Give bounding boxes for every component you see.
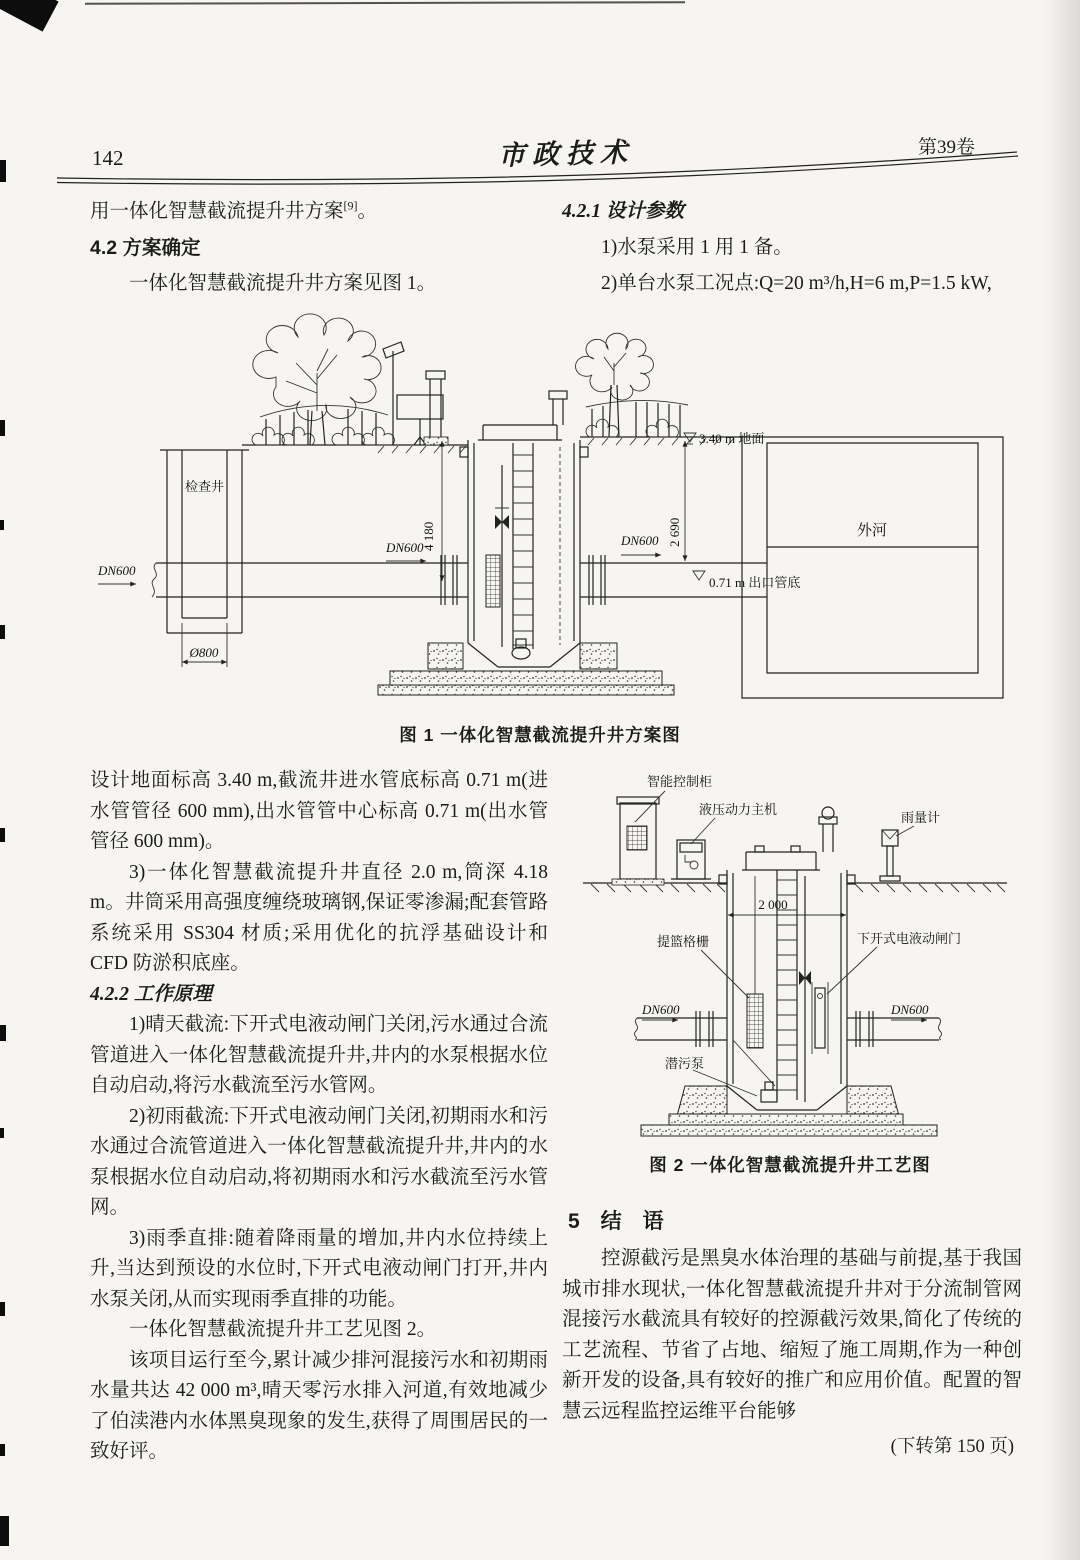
heading-5: 5 结 语 — [568, 1210, 664, 1233]
dn600-left-label: DN600 — [642, 1002, 680, 1017]
list-item: 2)单台水泵工况点:Q=20 m³/h,H=6 m,P=1.5 kW, — [601, 273, 992, 294]
pillar — [424, 371, 448, 445]
scan-edge-shading — [1044, 0, 1080, 1560]
scan-artifact — [0, 625, 5, 639]
paragraph: 该项目运行至今,累计减少排河混接污水和初期雨水量共达 42 000 m³,晴天零污水排入河道,有效地减少了伯渎港内水体黑臭现象的发生,获得了周围居民的一致好评。 — [90, 1349, 548, 1462]
dn600-right-label: DN600 — [891, 1002, 929, 1017]
dim-2000-label: 2 000 — [758, 897, 788, 912]
scan-artifact — [0, 420, 5, 436]
dim-2690-label: 2 690 — [667, 517, 682, 547]
dn600-outlet-label: DN600 — [621, 533, 659, 548]
gate-symbol — [812, 982, 828, 1054]
fig1-outer-river — [742, 437, 1003, 698]
page-number: 142 — [92, 146, 124, 170]
camera-pole — [383, 342, 404, 445]
dn600-inlet-label: DN600 — [98, 563, 136, 578]
heading-4-2-2: 4.2.2 工作原理 — [90, 983, 212, 1005]
scan-artifact — [0, 0, 59, 32]
outlet-invert-symbol — [693, 571, 705, 580]
paragraph: 控源截污是黑臭水体治理的基础与前提,基于我国城市排水现状,一体化智慧截流提升井对于分流制管网混接污水截流具有较好的控源截污效果,简化了传统的工艺流程、节省了占地、缩短了施工周期,作为一种创新开发的设备,具有较好的推广和应用价值。配置的智慧云远程监控运维平台能够 — [562, 1248, 1022, 1422]
paragraph — [90, 194, 548, 230]
list-item: 1)水泵采用 1 用 1 备。 — [601, 237, 793, 258]
section-intro-right — [562, 194, 1027, 302]
figure2-process-diagram — [565, 768, 1020, 1146]
ground-level-label: 3.40 m 地面 — [699, 431, 765, 446]
header-rule — [55, 146, 1020, 188]
figure1-scheme-diagram — [90, 315, 1020, 707]
conclusion-column — [562, 1244, 1022, 1427]
ground-level-symbol — [684, 433, 696, 444]
outlet-invert-label: 0.71 m 出口管底 — [709, 575, 801, 590]
journal-title: 市政技术 — [497, 137, 635, 171]
scan-artifact — [85, 1, 685, 5]
left-text-column — [90, 766, 548, 1468]
inspection-well-label: 检查井 — [184, 479, 225, 494]
gate-label: 下开式电液动闸门 — [857, 931, 962, 946]
figure2-caption: 图 2 一体化智慧截流提升井工艺图 — [649, 1155, 931, 1175]
paragraph: 设计地面标高 3.40 m,截流井进水管底标高 0.71 m(进水管管径 600 mm),出水管管中心标高 0.71 m(出水管管径 600 mm)。 — [90, 770, 548, 852]
hydraulic-unit-label: 液压动力主机 — [699, 802, 778, 817]
outer-river-label: 外河 — [856, 523, 888, 539]
reference-superscript: [9] — [343, 198, 358, 213]
dim-4180-label: 4 180 — [421, 521, 436, 551]
scan-artifact — [0, 1444, 5, 1456]
fig2-rain-gauge — [880, 826, 914, 881]
control-cabinet-label: 智能控制柜 — [647, 774, 713, 789]
volume-label: 第39卷 — [918, 137, 976, 158]
fig2-foundation — [641, 1086, 937, 1136]
paragraph: 2)初雨截流:下开式电液动闸门关闭,初期雨水和污水通过合流管道进入一体化智慧截流提升井,井内的水泵根据水位自动启动,将初期雨水和污水截流至污水管网。 — [90, 1105, 548, 1218]
fig2-control-cabinet — [612, 791, 665, 885]
continued-note: (下转第 150 页) — [890, 1437, 1014, 1457]
fig1-inlet-pipe — [97, 441, 468, 597]
paragraph: 一体化智慧截流提升井方案见图 1。 — [129, 273, 437, 294]
heading-4-2: 4.2 方案确定 — [90, 237, 201, 259]
dia800-dimension: Ø800 — [189, 645, 219, 660]
tree-small — [576, 333, 654, 437]
fig1-scenery — [242, 314, 742, 453]
scan-artifact — [0, 1516, 9, 1546]
paragraph: 3)雨季直排:随着降雨量的增加,井内水位持续上升,当达到预设的水位时,下开式电液动闸门打开,井内水泵关闭,从而实现雨季直排的功能。 — [90, 1227, 548, 1310]
paragraph-text: 用一体化智慧截流提升井方案 — [90, 201, 344, 222]
scan-artifact — [0, 1128, 4, 1138]
paragraph: 3)一体化智慧截流提升井直径 2.0 m,筒深 4.18 m。井筒采用高强度缠绕玻璃钢,保证零渗漏;配套管路系统采用 SS304 材质;采用优化的抗浮基础设计和 CFD 防淤积底座。 — [90, 861, 548, 974]
paragraph: 一体化智慧截流提升井工艺见图 2。 — [129, 1319, 437, 1340]
rain-gauge-label: 雨量计 — [901, 810, 941, 825]
figure1-caption: 图 1 一体化智慧截流提升井方案图 — [399, 725, 681, 745]
submersible-pump-symbol — [512, 639, 530, 659]
scan-artifact — [0, 520, 4, 530]
dn600-mid-label: DN600 — [386, 540, 424, 555]
fig1-inspection-well — [160, 450, 249, 667]
paragraph-text: 。 — [357, 201, 378, 222]
fig2-tank — [719, 807, 855, 1110]
section-intro-left — [90, 194, 548, 302]
scan-artifact — [0, 1025, 6, 1041]
basket-screen-label: 提篮格栅 — [657, 934, 710, 949]
pump-label: 潜污泵 — [665, 1056, 705, 1071]
heading-4-2-1: 4.2.1 设计参数 — [562, 201, 684, 222]
bushes-right — [586, 419, 678, 437]
scan-artifact — [0, 1302, 5, 1316]
fig2-hydraulic-unit — [671, 818, 715, 879]
scan-artifact — [0, 828, 5, 842]
fence-right — [586, 400, 688, 437]
paragraph: 1)晴天截流:下开式电液动闸门关闭,污水通过合流管道进入一体化智慧截流提升井,井内的水泵根据水位自动启动,将污水截流至污水管网。 — [90, 1014, 548, 1096]
scan-artifact — [0, 160, 6, 182]
